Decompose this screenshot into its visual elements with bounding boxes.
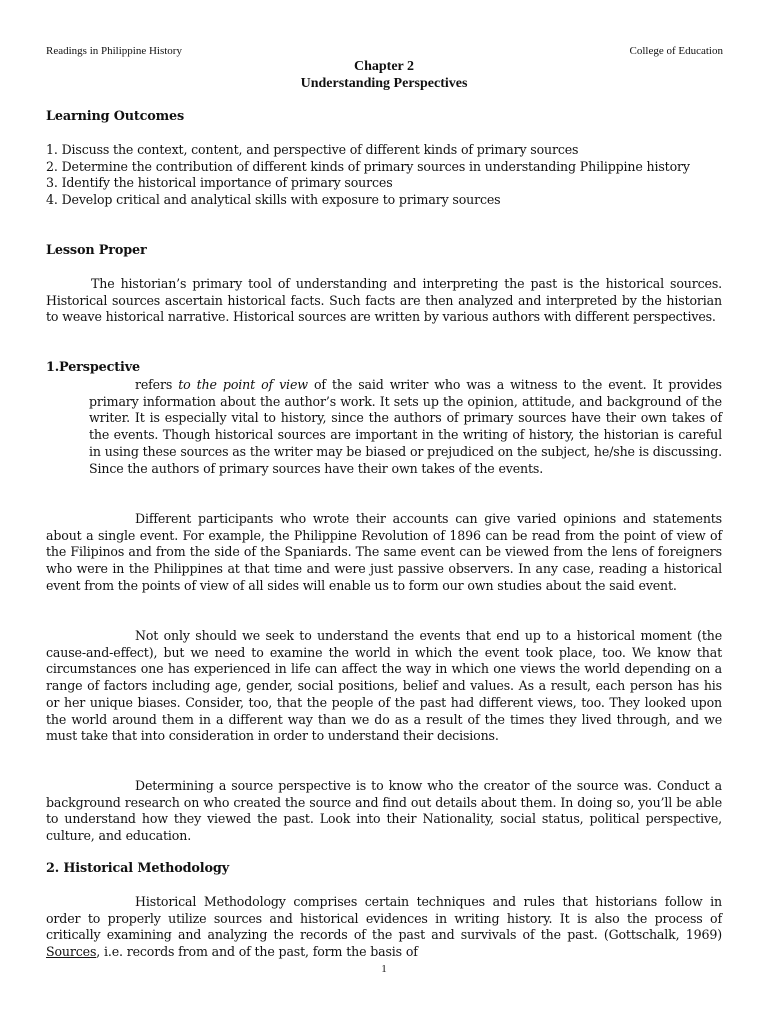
perspective-paragraph-3: Not only should we seek to understand the events that end up to a historical moment (the cause-and-effect), but we need to examine the world in which the event took place, too. We know that circumstances one has experienced in life can affect the way in which one views the world depending on a range of factors including age, gender, social positions, belief and values. As a result, each person has his or her unique biases. Consider, too, that the people of the past had different views, too. They looked upon the world around them in a different way than we do as a result of the times they lived through, and we must take that into consideration in order to understand their decisions. <box>46 628 722 744</box>
header-right: College of Education <box>629 45 723 57</box>
methodology-p1-pre: Historical Methodology comprises certain techniques and rules that historians follow in order to properly utilize sources and historical evidences in writing history. It is also the process of critically examining and analyzing the records of the past and survivals of the past. (Gottschalk, 1969) <box>46 894 722 943</box>
outcome-item: 3. Identify the historical importance of primary sources <box>46 175 393 191</box>
outcome-item: 1. Discuss the context, content, and perspective of different kinds of primary sources <box>46 142 579 157</box>
header-left: Readings in Philippine History <box>46 45 182 57</box>
perspective-paragraph-2: Different participants who wrote their accounts can give varied opinions and statements about a single event. For example, the Philippine Revolution of 1896 can be read from the point of view of the Filipinos and from the side of the Spaniards. The same event can be viewed from the lens of foreigners who were in the Philippines at that time and were just passive observers. In any case, reading a historical event from the points of view of all sides will enable us to form our own studies about the said event. <box>46 511 722 593</box>
sources-link[interactable]: Sources <box>46 944 97 960</box>
perspective-p1-emphasis: to the point of view <box>178 377 308 392</box>
lesson-proper-heading: Lesson Proper <box>46 243 147 258</box>
learning-outcomes-heading: Learning Outcomes <box>46 109 185 124</box>
perspective-p1-post: of the said writer who was a witness to the event. It provides primary information about the author’s work. It sets up the opinion, attitude, and background of the writer. It is especially vital to history, since the authors of primary sources have their own takes of the events. Though historical sources are important in the writing of history, the historian is careful in using these sources as the writer may be biased or prejudiced on the subject, he/she is discussing. Since the authors of primary sources have their own takes of the events. <box>89 377 722 476</box>
perspective-paragraph-1 <box>46 377 722 477</box>
perspective-heading: 1.Perspective <box>46 360 141 375</box>
methodology-p1-post: , i.e. records from and of the past, form the basis of <box>96 944 418 960</box>
page-number: 1 <box>381 963 387 975</box>
chapter-title: Understanding Perspectives <box>300 76 468 91</box>
learning-outcomes-list <box>46 142 722 209</box>
chapter-number: Chapter 2 <box>353 59 415 74</box>
outcome-item: 4. Develop critical and analytical skills with exposure to primary sources <box>46 192 501 208</box>
methodology-heading: 2. Historical Methodology <box>46 861 229 876</box>
methodology-paragraph <box>46 894 722 961</box>
perspective-p1-pre: refers <box>135 377 179 392</box>
perspective-paragraph-4: Determining a source perspective is to know who the creator of the source was. Conduct a background research on who created the source and find out details about them. In doing so, you’ll be able to understand how they viewed the past. Look into their Nationality, social status, political perspective, culture, and education. <box>46 778 722 844</box>
lesson-proper-paragraph: The historian’s primary tool of understanding and interpreting the past is the historical sources. Historical sources ascertain historical facts. Such facts are then analyzed and interpreted by the historian to weave historical narrative. Historical sources are written by various authors with different perspectives. <box>46 276 722 325</box>
outcome-item: 2. Determine the contribution of different kinds of primary sources in understanding Philippine history <box>46 158 690 174</box>
